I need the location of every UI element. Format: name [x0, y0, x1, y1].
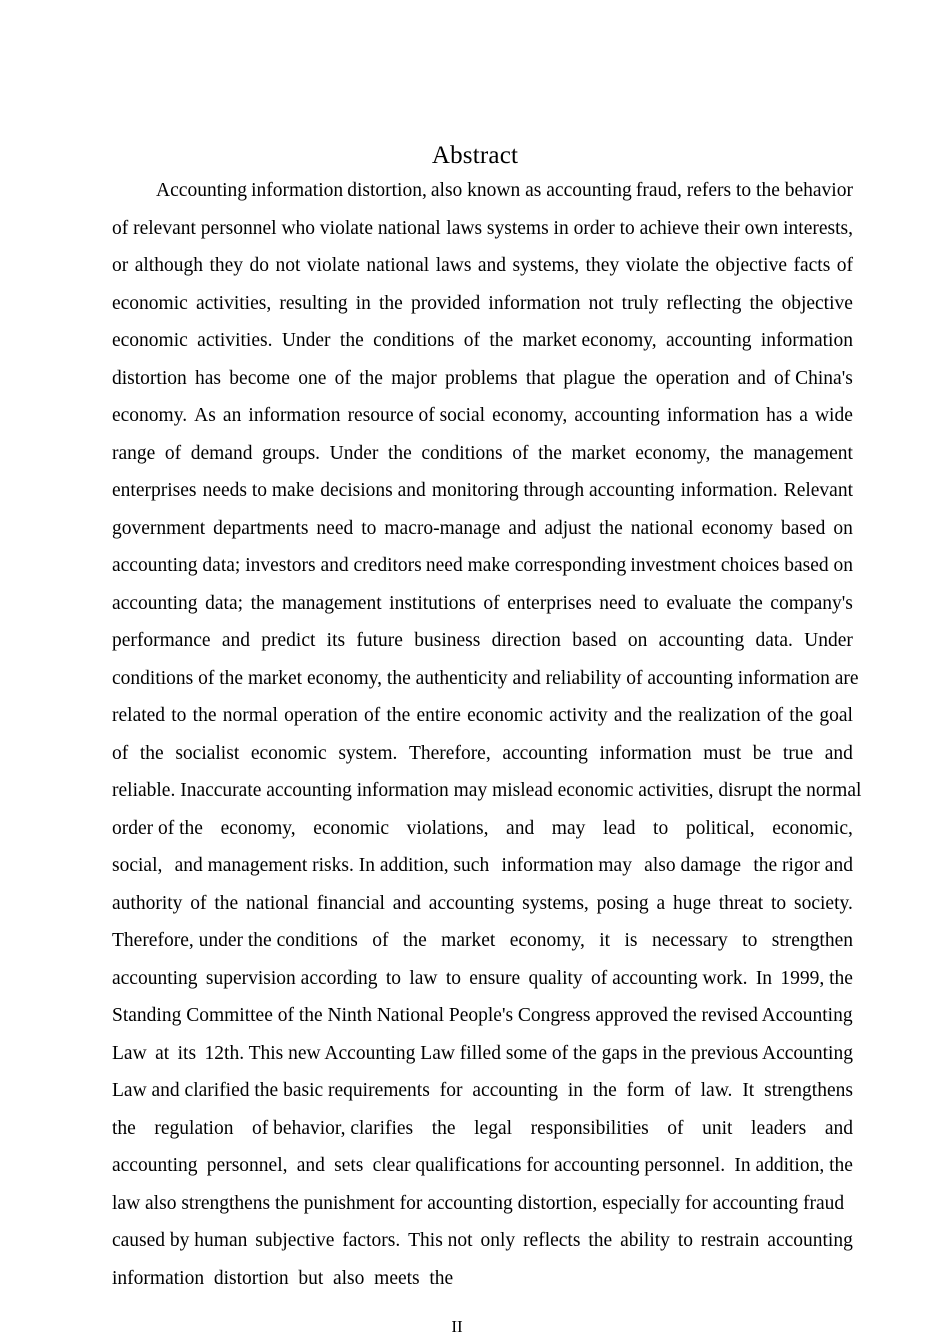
abstract-line-segment: a: [799, 405, 808, 426]
abstract-line-segment: Therefore, under the conditions: [112, 930, 358, 951]
abstract-line-segment: market: [571, 442, 626, 464]
abstract-line-segment: of: [334, 367, 351, 389]
abstract-line-segment: form: [626, 1080, 665, 1101]
abstract-line-segment: the: [789, 705, 814, 726]
abstract-line-segment: and: [506, 817, 535, 839]
abstract-line-segment: reflects: [523, 1230, 581, 1251]
abstract-line-segment: national: [246, 892, 309, 914]
abstract-line-segment: based: [781, 517, 826, 539]
abstract-line-segment: responsibilities: [530, 1117, 649, 1139]
abstract-line-segment: of: [674, 1080, 691, 1101]
abstract-line-segment: has: [195, 367, 222, 389]
abstract-line-segment: authority: [112, 892, 183, 914]
abstract-line-segment: operation: [284, 705, 358, 726]
abstract-line-segment: need: [599, 592, 637, 614]
abstract-line-segment: be: [752, 742, 772, 764]
abstract-line-segment: its: [177, 1042, 197, 1064]
page-title: Abstract: [431, 141, 519, 169]
abstract-line-segment: or: [112, 255, 129, 276]
abstract-line: [112, 247, 853, 285]
abstract-line-segment: regulation: [154, 1117, 234, 1139]
abstract-line-segment: ability: [620, 1230, 670, 1251]
abstract-line-segment: accounting: [658, 630, 745, 651]
abstract-line-segment: systems,: [522, 892, 589, 914]
abstract-line-segment: on: [627, 630, 648, 651]
abstract-line-segment: Law: [112, 1042, 147, 1064]
abstract-line-segment: and: [296, 1155, 325, 1176]
paragraph-indent: [112, 172, 152, 210]
abstract-line-segment: the: [489, 330, 514, 351]
abstract-line-segment: performance: [112, 630, 211, 651]
abstract-line-segment: of: [483, 592, 500, 614]
abstract-line-segment: Accounting: [156, 180, 248, 201]
abstract-line-segment: although: [134, 255, 203, 276]
abstract-line-segment: Under: [281, 330, 331, 351]
abstract-line-segment: necessary: [651, 930, 728, 951]
abstract-line-segment: In addition, the: [734, 1155, 853, 1176]
abstract-line-segment: and: [477, 255, 507, 276]
abstract-line-segment: Relevant: [783, 480, 853, 501]
abstract-line-segment: departments: [213, 517, 309, 539]
abstract-line-segment: of: [512, 442, 529, 464]
abstract-line-segment: of behavior, clarifies: [252, 1117, 414, 1139]
abstract-line-segment: system.: [338, 742, 398, 764]
abstract-line-segment: sets: [334, 1155, 364, 1176]
abstract-line-segment: accounting: [502, 742, 588, 764]
abstract-line-segment: financial: [316, 892, 385, 914]
abstract-line-segment: objective: [781, 292, 853, 314]
abstract-line-segment: of: [667, 1117, 684, 1139]
abstract-line: [112, 397, 853, 435]
abstract-line-segment: market: [441, 930, 496, 951]
abstract-line-segment: resulting: [279, 292, 348, 314]
abstract-line-segment: the: [379, 292, 403, 314]
abstract-line-segment: violate: [625, 255, 679, 276]
abstract-line-segment: personnel,: [206, 1155, 288, 1176]
abstract-line-segment: conditions: [421, 442, 503, 464]
abstract-line-segment: related: [112, 705, 166, 726]
abstract-line-segment: the: [588, 1230, 613, 1251]
abstract-line-segment: threat: [718, 892, 764, 914]
abstract-line-segment: clear qualifications for accounting personnel.: [372, 1155, 726, 1176]
abstract-line-segment: the: [738, 592, 763, 614]
abstract-line: Standing Committee of the Ninth National People's Congress approved the revised Accounting: [112, 1005, 853, 1026]
abstract-line-segment: economy,: [492, 405, 568, 426]
abstract-line-segment: economy,: [509, 930, 585, 951]
abstract-line-segment: economy,: [635, 442, 711, 464]
abstract-line-segment: a: [656, 892, 666, 914]
abstract-line: reliable. Inaccurate accounting information may mislead economic activities, disrupt the normal: [112, 780, 862, 801]
abstract-line-segment: the: [139, 742, 164, 764]
abstract-line-segment: institutions: [389, 592, 476, 614]
abstract-line-segment: national: [630, 517, 694, 539]
abstract-line-segment: information.: [680, 480, 778, 501]
abstract-line-segment: caused by human: [112, 1230, 248, 1251]
abstract-line-segment: the: [648, 705, 673, 726]
abstract-line-segment: business: [414, 630, 481, 651]
abstract-line: [112, 472, 853, 510]
abstract-line-segment: demand: [190, 442, 253, 464]
abstract-line-segment: company's: [770, 592, 853, 614]
abstract-line-segment: management: [281, 592, 382, 614]
abstract-line-segment: of: [364, 705, 381, 726]
abstract-line-segment: and: [613, 705, 643, 726]
abstract-line: [112, 435, 853, 473]
abstract-line-segment: law.: [700, 1080, 733, 1101]
abstract-line-segment: economy: [701, 517, 774, 539]
abstract-line-segment: to: [171, 705, 187, 726]
abstract-line-segment: and: [392, 892, 421, 914]
abstract-line-segment: subjective: [255, 1230, 335, 1251]
abstract-line-segment: and: [824, 742, 853, 764]
abstract-line-segment: socialist: [175, 742, 240, 764]
abstract-line-segment: society.: [794, 892, 853, 914]
abstract-line-segment: of: [164, 442, 182, 464]
abstract-line-segment: truly: [621, 292, 659, 314]
abstract-line-segment: factors.: [342, 1230, 401, 1251]
abstract-line-segment: and: [221, 630, 250, 651]
abstract-line-segment: realization: [678, 705, 761, 726]
abstract-line-segment: information: [488, 292, 581, 314]
abstract-line-segment: Under: [329, 442, 379, 464]
abstract-line-segment: the: [214, 892, 239, 914]
abstract-line-segment: they: [209, 255, 244, 276]
abstract-line-segment: and: [508, 517, 537, 539]
abstract-line-segment: not: [275, 255, 301, 276]
abstract-line-segment: the: [623, 367, 648, 389]
abstract-line-segment: accounting: [767, 1230, 853, 1251]
abstract-line-segment: to: [677, 1230, 693, 1251]
abstract-line: [112, 922, 853, 960]
abstract-line-segment: Therefore,: [408, 742, 491, 764]
abstract-line-segment: based: [572, 630, 617, 651]
abstract-line-segment: also damage: [644, 855, 742, 876]
abstract-line-segment: data;: [205, 592, 244, 614]
abstract-line-segment: objective: [715, 255, 787, 276]
abstract-line-segment: information may: [501, 855, 632, 876]
abstract-line-segment: of: [463, 330, 480, 351]
abstract-line: [112, 735, 853, 773]
abstract-line-segment: activities,: [195, 292, 272, 314]
abstract-line-segment: and: [824, 1117, 853, 1139]
abstract-line-segment: direction: [491, 630, 561, 651]
abstract-line-segment: to: [361, 517, 377, 539]
abstract-line-segment: facts: [793, 255, 831, 276]
abstract-line-segment: an: [222, 405, 242, 426]
abstract-line-segment: strengthen: [771, 930, 853, 951]
abstract-line-segment: data.: [755, 630, 793, 651]
abstract-line-segment: entire: [416, 705, 461, 726]
abstract-line: [112, 547, 853, 585]
abstract-line-segment: only: [480, 1230, 516, 1251]
abstract-line-segment: may: [551, 817, 586, 839]
abstract-line: [112, 360, 853, 398]
abstract-line-segment: and: [737, 367, 766, 389]
abstract-line-segment: the: [402, 930, 427, 951]
abstract-line-segment: adjust: [544, 517, 591, 539]
abstract-line-segment: posing: [596, 892, 649, 914]
abstract-line-segment: of relevant personnel who violate national: [112, 217, 441, 239]
abstract-line-segment: to: [742, 930, 758, 951]
abstract-line-segment: need: [316, 517, 354, 539]
abstract-line-segment: economic: [250, 742, 327, 764]
abstract-line-segment: systems,: [512, 255, 580, 276]
abstract-line-segment: economic: [112, 330, 188, 351]
abstract-line-segment: distortion,: [347, 180, 427, 201]
abstract-line-segment: the: [250, 592, 275, 614]
abstract-line-segment: wide: [814, 405, 853, 426]
abstract-line-segment: economy,: [220, 817, 296, 839]
abstract-line-segment: become: [229, 367, 290, 389]
abstract-line-segment: to: [643, 592, 659, 614]
abstract-line-segment: to: [445, 967, 461, 989]
abstract-line-segment: they: [585, 255, 620, 276]
abstract-line: [112, 1110, 853, 1148]
footer-page-number: II: [451, 1317, 463, 1336]
abstract-line-segment: lead: [602, 817, 636, 839]
abstract-line-segment: need make corresponding: [425, 555, 627, 576]
abstract-line-segment: also known as accounting: [430, 180, 632, 201]
abstract-line-segment: distortion: [112, 367, 187, 389]
abstract-line-segment: violations,: [406, 817, 489, 839]
abstract-line-segment: economic: [313, 817, 390, 839]
abstract-line-segment: laws: [435, 255, 472, 276]
abstract-line: conditions of the market economy, the authenticity and reliability of accounting information are: [112, 667, 859, 689]
abstract-line-segment: problems: [444, 367, 518, 389]
abstract-line: law also strengthens the punishment for accounting distortion, especially for accounting fraud: [112, 1192, 845, 1214]
abstract-line-segment: information: [599, 742, 692, 764]
abstract-line-segment: operation: [655, 367, 730, 389]
abstract-line-segment: its: [326, 630, 346, 651]
abstract-line-segment: in: [567, 1080, 584, 1101]
abstract-line-segment: enterprises: [112, 480, 197, 501]
abstract-line-segment: ensure: [469, 967, 521, 989]
abstract-line-segment: the: [192, 705, 217, 726]
abstract-line-segment: accounting: [112, 1155, 198, 1176]
abstract-line-segment: provided: [410, 292, 481, 314]
abstract-line-segment: the: [387, 442, 412, 464]
abstract-line-segment: political,: [685, 817, 755, 839]
abstract-line: [112, 1035, 853, 1073]
abstract-line: [112, 1147, 853, 1185]
abstract-line-segment: do: [249, 255, 269, 276]
abstract-line-segment: to: [770, 892, 787, 914]
abstract-line-segment: leaders: [751, 1117, 807, 1139]
abstract-line-segment: of accounting work.: [591, 967, 748, 989]
abstract-line: [112, 885, 853, 923]
abstract-line-segment: economic,: [772, 817, 853, 839]
abstract-line-segment: In: [755, 967, 773, 989]
abstract-line-segment: conditions: [373, 330, 455, 351]
abstract-line-segment: legal: [474, 1117, 513, 1139]
abstract-line-segment: of: [372, 930, 389, 951]
abstract-line-segment: plague: [563, 367, 616, 389]
abstract-line-segment: quality: [528, 967, 583, 989]
abstract-line-segment: It: [742, 1080, 755, 1101]
abstract-line-segment: the: [112, 1117, 136, 1139]
abstract-line: [112, 622, 853, 660]
abstract-line-segment: at: [155, 1042, 170, 1064]
abstract-line-segment: the: [685, 255, 710, 276]
abstract-line-segment: information: [760, 330, 853, 351]
abstract-line-segment: activity: [549, 705, 608, 726]
abstract-line-segment: to: [653, 817, 669, 839]
abstract-line: [112, 697, 853, 735]
abstract-line: [112, 510, 853, 548]
abstract-line-segment: and management risks. In addition, such: [174, 855, 490, 876]
abstract-line-segment: that: [525, 367, 556, 389]
abstract-line-segment: national: [366, 255, 430, 276]
abstract-line-segment: of: [766, 705, 784, 726]
abstract-line-segment: unit: [702, 1117, 733, 1139]
abstract-line-segment: huge: [673, 892, 711, 914]
abstract-line-segment: laws systems in order to achieve their own interests,: [446, 217, 853, 239]
abstract-line: [112, 322, 853, 360]
abstract-line-segment: for: [439, 1080, 463, 1101]
abstract-line-segment: it: [599, 930, 611, 951]
abstract-line-segment: supervision according: [205, 967, 378, 989]
abstract-line-segment: economic: [467, 705, 543, 726]
abstract-line: [112, 172, 853, 210]
abstract-line: [112, 810, 853, 848]
abstract-line-segment: true: [782, 742, 814, 764]
abstract-line-segment: reflecting: [666, 292, 742, 314]
abstract-line-segment: monitoring through accounting: [431, 480, 675, 501]
abstract-line-segment: resource of social: [347, 405, 486, 426]
abstract-line-segment: information: [666, 405, 760, 426]
abstract-line-segment: information: [248, 405, 341, 426]
abstract-line-segment: the: [386, 705, 411, 726]
abstract-line: [112, 585, 853, 623]
abstract-line-segment: accounting: [428, 892, 515, 914]
abstract-line-segment: normal: [222, 705, 278, 726]
abstract-line-segment: law: [409, 967, 438, 989]
abstract-line-segment: must: [703, 742, 742, 764]
abstract-line-segment: the rigor and: [753, 855, 853, 876]
abstract-line-segment: in: [355, 292, 371, 314]
abstract-line-segment: evaluate: [666, 592, 732, 614]
abstract-line-segment: needs to make: [202, 480, 315, 501]
abstract-line-segment: range: [112, 442, 156, 464]
abstract-line-segment: accounting: [112, 967, 198, 989]
abstract-line-segment: future: [356, 630, 403, 651]
abstract-line: [112, 210, 853, 248]
abstract-line-segment: the: [592, 1080, 617, 1101]
abstract-line-segment: of: [190, 892, 207, 914]
abstract-line-segment: This not: [408, 1230, 473, 1251]
abstract-line-segment: economic: [112, 292, 188, 314]
abstract-line-segment: has: [766, 405, 793, 426]
abstract-line-segment: enterprises: [507, 592, 592, 614]
abstract-line-segment: strengthens: [764, 1080, 853, 1101]
abstract-line-segment: the: [359, 367, 383, 389]
abstract-line-segment: accounting: [665, 330, 752, 351]
abstract-line-segment: Law and clarified the basic requirements: [112, 1080, 430, 1101]
abstract-line-segment: As: [194, 405, 216, 426]
abstract-line-segment: major: [391, 367, 437, 389]
abstract-line-segment: social,: [112, 855, 163, 876]
abstract-line-segment: the: [431, 1117, 456, 1139]
abstract-line-segment: to: [385, 967, 402, 989]
abstract-line: [112, 1072, 853, 1110]
abstract-line-segment: of: [112, 742, 129, 764]
abstract-line-segment: of: [836, 255, 853, 276]
abstract-line-segment: fraud, refers to the behavior: [635, 180, 853, 201]
abstract-line-segment: the: [749, 292, 774, 314]
abstract-line-segment: government: [112, 517, 206, 539]
abstract-line-segment: market economy,: [522, 330, 657, 351]
abstract-line-segment: of China's: [774, 367, 853, 389]
abstract-line-segment: activities.: [197, 330, 273, 351]
abstract-line-segment: restrain: [700, 1230, 760, 1251]
abstract-line-segment: groups.: [262, 442, 321, 464]
abstract-line-segment: not: [588, 292, 614, 314]
abstract-body: [112, 172, 862, 1297]
abstract-line: [112, 285, 853, 323]
abstract-line-segment: goal: [819, 705, 853, 726]
abstract-line-segment: economy.: [112, 405, 188, 426]
abstract-line-segment: one: [298, 367, 327, 389]
abstract-line-segment: predict: [261, 630, 316, 651]
abstract-line-segment: accounting: [574, 405, 660, 426]
abstract-line-segment: accounting data; investors and creditors: [112, 555, 422, 576]
abstract-line-segment: 12th. This new Accounting Law filled some of the gaps in the previous Accounting: [204, 1042, 853, 1064]
abstract-line-segment: decisions and: [320, 480, 426, 501]
abstract-line-segment: investment choices based on: [630, 555, 853, 576]
abstract-line-segment: accounting: [472, 1080, 558, 1101]
abstract-line-segment: accounting: [112, 592, 198, 614]
abstract-line-segment: the: [598, 517, 623, 539]
abstract-line-segment: the: [339, 330, 364, 351]
abstract-line-segment: order of the: [112, 817, 203, 839]
abstract-line-segment: management: [753, 442, 853, 464]
abstract-line-segment: on: [833, 517, 853, 539]
abstract-line-segment: is: [624, 930, 638, 951]
abstract-line: [112, 1222, 853, 1260]
abstract-line-segment: information: [251, 180, 344, 201]
abstract-line-segment: 1999, the: [780, 967, 853, 989]
abstract-line-segment: the: [538, 442, 562, 464]
abstract-line: information distortion but also meets the: [112, 1267, 454, 1289]
abstract-line: [112, 960, 853, 998]
abstract-line-segment: the: [719, 442, 744, 464]
abstract-line-segment: Under: [804, 630, 853, 651]
abstract-line-segment: violate: [306, 255, 360, 276]
abstract-line-segment: macro-manage: [384, 517, 501, 539]
abstract-line: [112, 847, 853, 885]
